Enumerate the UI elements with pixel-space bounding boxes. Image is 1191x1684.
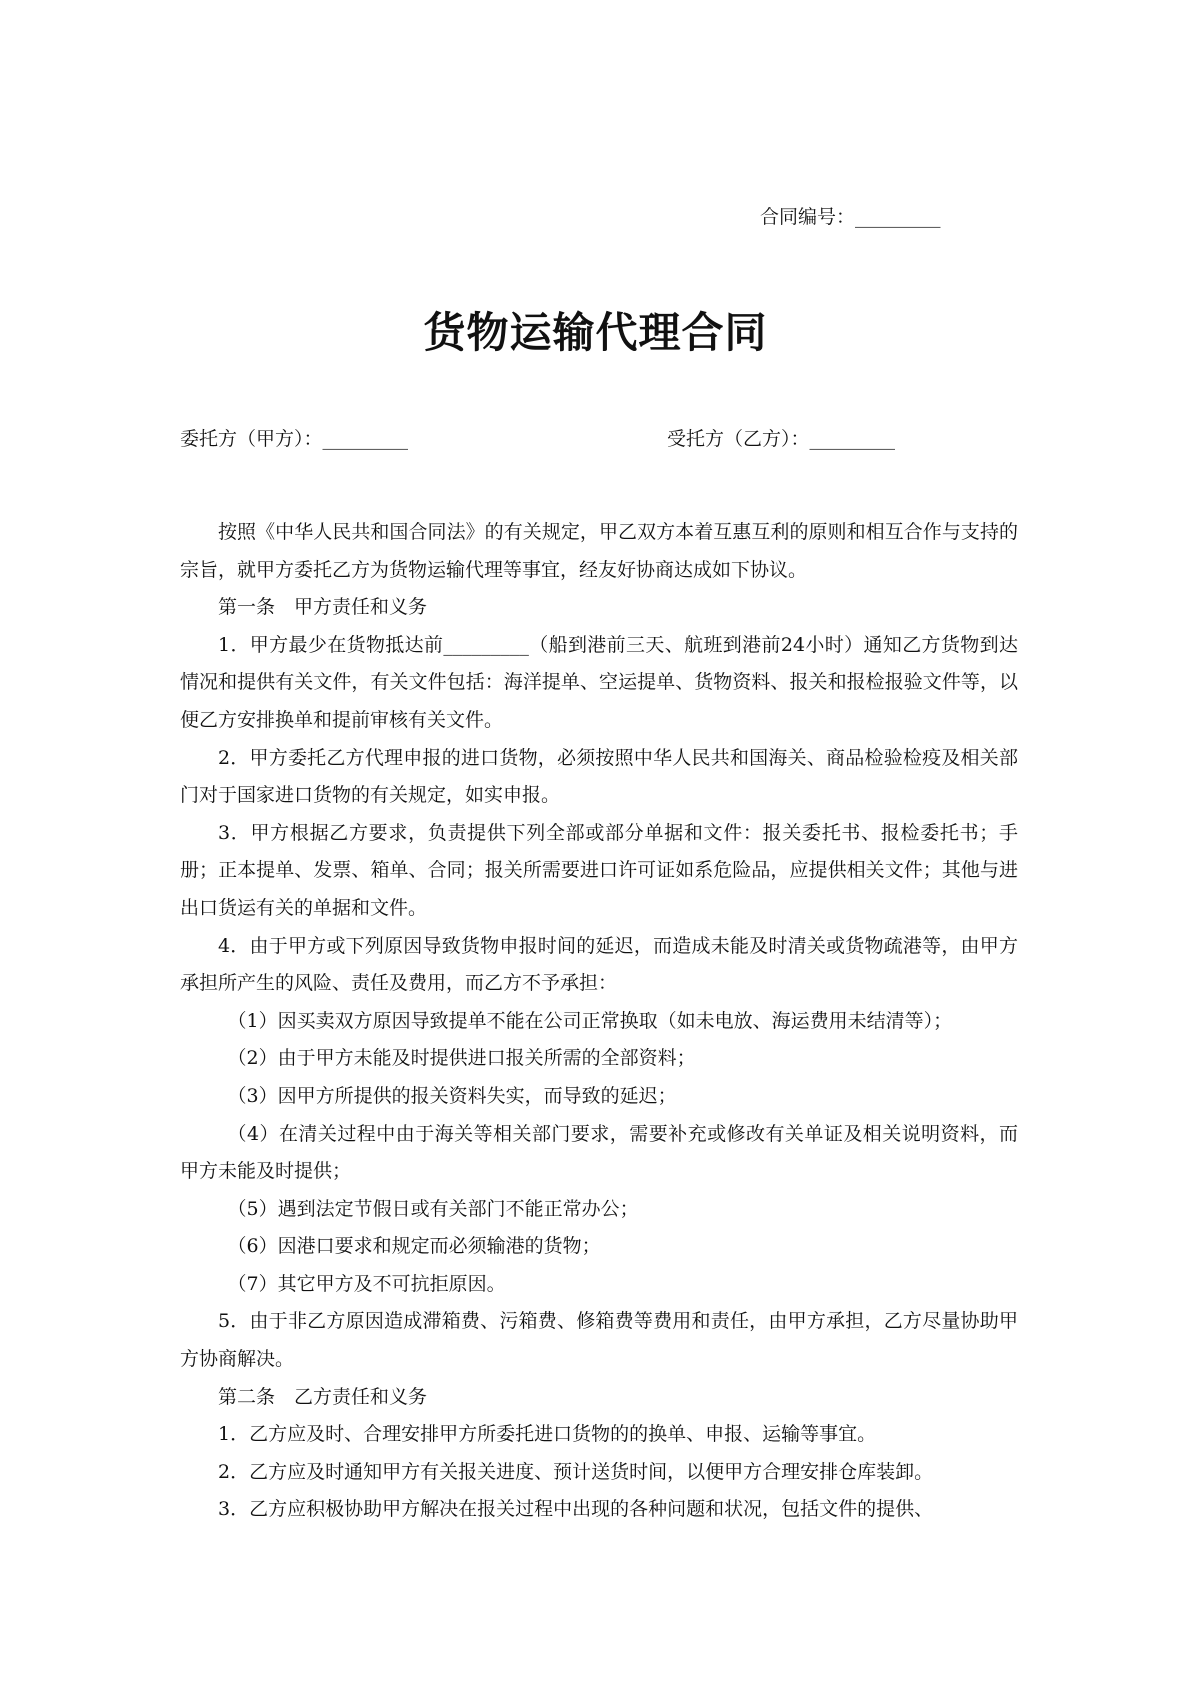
- sub-clause-paragraph: （1）因买卖双方原因导致提单不能在公司正常换取（如未电放、海运费用未结清等）；: [227, 1009, 953, 1032]
- clause-paragraph: 1．乙方应及时、合理安排甲方所委托进口货物的的换单、申报、运输等事宜。: [218, 1423, 877, 1446]
- party-a-line: 委托方（甲方）：_________: [180, 428, 409, 450]
- document-title: 货物运输代理合同: [423, 308, 768, 357]
- sub-clause-paragraph: （2）由于甲方未能及时提供进口报关所需的全部资料；: [227, 1047, 696, 1070]
- sub-clause-paragraph: （5）遇到法定节假日或有关部门不能正常办公；: [227, 1197, 639, 1220]
- article-heading: 第二条 乙方责任和义务: [218, 1385, 428, 1408]
- clause-paragraph: 3．甲方根据乙方要求，负责提供下列全部或部分单据和文件：报关委托书、报检委托书；手册；正本提单、发票、箱单、合同；报关所需要进口许可证如系危险品，应提供相关文件；其他与进出口货运有关的单据和文件。: [180, 821, 1018, 919]
- article-heading: 第一条 甲方责任和义务: [218, 596, 428, 619]
- clause-paragraph: 3．乙方应积极协助甲方解决在报关过程中出现的各种问题和状况，包括文件的提供、: [218, 1498, 934, 1521]
- preamble-paragraph: 按照《中华人民共和国合同法》的有关规定，甲乙双方本着互惠互利的原则和相互合作与支持的宗旨，就甲方委托乙方为货物运输代理等事宜，经友好协商达成如下协议。: [180, 521, 1018, 581]
- clause-paragraph: 5．由于非乙方原因造成滞箱费、污箱费、修箱费等费用和责任，由甲方承担，乙方尽量协助甲方协商解决。: [180, 1310, 1018, 1371]
- sub-clause-paragraph: （3）因甲方所提供的报关资料失实，而导致的延迟；: [227, 1084, 677, 1107]
- sub-clause-paragraph: （6）因港口要求和规定而必须输港的货物；: [227, 1235, 601, 1258]
- sub-clause-paragraph: （7）其它甲方及不可抗拒原因。: [227, 1272, 506, 1295]
- clause-paragraph: 2．甲方委托乙方代理申报的进口货物，必须按照中华人民共和国海关、商品检验检疫及相关部门对于国家进口货物的有关规定，如实申报。: [180, 746, 1018, 807]
- sub-clause-paragraph: （4）在清关过程中由于海关等相关部门要求，需要补充或修改有关单证及相关说明资料，而甲方未能及时提供；: [180, 1122, 1018, 1183]
- clause-paragraph: 4．由于甲方或下列原因导致货物申报时间的延迟，而造成未能及时清关或货物疏港等，由甲方承担所产生的风险、责任及费用，而乙方不予承担：: [180, 934, 1018, 995]
- contract-number: 合同编号：_________: [760, 206, 941, 228]
- party-b-line: 受托方（乙方）：_________: [667, 428, 896, 450]
- contract-body: [180, 514, 1018, 1529]
- clause-paragraph: 2．乙方应及时通知甲方有关报关进度、预计送货时间，以便甲方合理安排仓库装卸。: [218, 1460, 934, 1483]
- clause-paragraph: 1．甲方最少在货物抵达前_________（船到港前三天、航班到港前24小时）通知乙方货物到达情况和提供有关文件，有关文件包括：海洋提单、空运提单、货物资料、报关和报检报验文件等，以便乙方安排换单和提前审核有关文件。: [180, 633, 1018, 731]
